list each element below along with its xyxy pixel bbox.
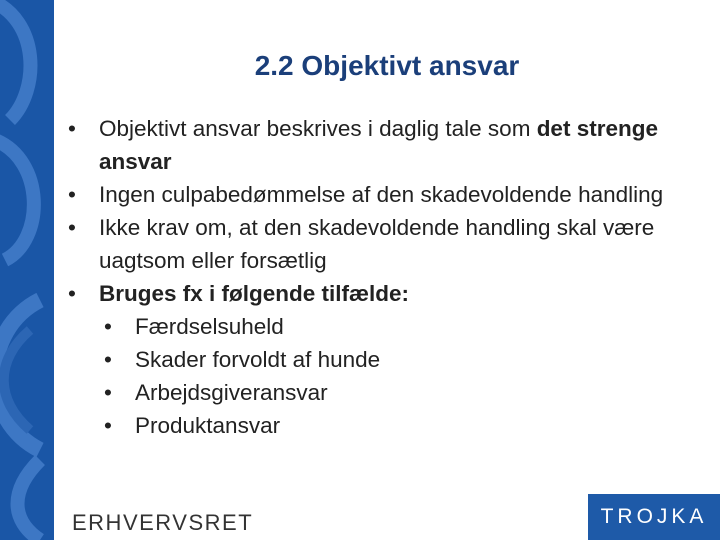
left-decorative-band: [0, 0, 54, 540]
bullet-item: [68, 112, 698, 178]
bullet-marker: •: [68, 116, 76, 141]
bullet-bold-text: det strenge ansvar: [99, 116, 658, 174]
sub-bullet-item: [68, 409, 698, 442]
bullet-marker: •: [104, 413, 112, 438]
bullet-marker: •: [68, 281, 76, 306]
sub-bullet-text: Produktansvar: [135, 413, 281, 438]
sub-bullet-text: Skader forvoldt af hunde: [135, 347, 381, 372]
bullet-item: [68, 277, 698, 310]
bullet-marker: •: [68, 182, 76, 207]
sub-bullet-item: [68, 376, 698, 409]
bullet-item: [68, 211, 698, 277]
trojka-logo: TROJKA: [588, 494, 720, 540]
bullet-text: Objektivt ansvar beskrives i daglig tale som: [99, 116, 537, 141]
bullet-text: Ikke krav om, at den skadevoldende handling skal være uagtsom eller forsætlig: [99, 215, 655, 273]
slide-title: 2.2 Objektivt ansvar: [254, 50, 520, 81]
bullet-marker: •: [104, 380, 112, 405]
sub-bullet-item: [68, 343, 698, 376]
bullet-bold-text: Bruges fx i følgende tilfælde:: [99, 281, 410, 306]
sub-bullet-text: Færdselsuheld: [135, 314, 284, 339]
erhvervsret-logo: ERHVERVSRET: [72, 510, 254, 535]
bullet-marker: •: [104, 314, 112, 339]
bullet-marker: •: [68, 215, 76, 240]
paragraph-symbol-decoration: [0, 0, 54, 540]
slide-body: [68, 112, 698, 442]
sub-bullet-text: Arbejdsgiveransvar: [135, 380, 328, 405]
bullet-text: Ingen culpabedømmelse af den skadevoldende handling: [99, 182, 664, 207]
sub-bullet-item: [68, 310, 698, 343]
bullet-marker: •: [104, 347, 112, 372]
bullet-item: [68, 178, 698, 211]
